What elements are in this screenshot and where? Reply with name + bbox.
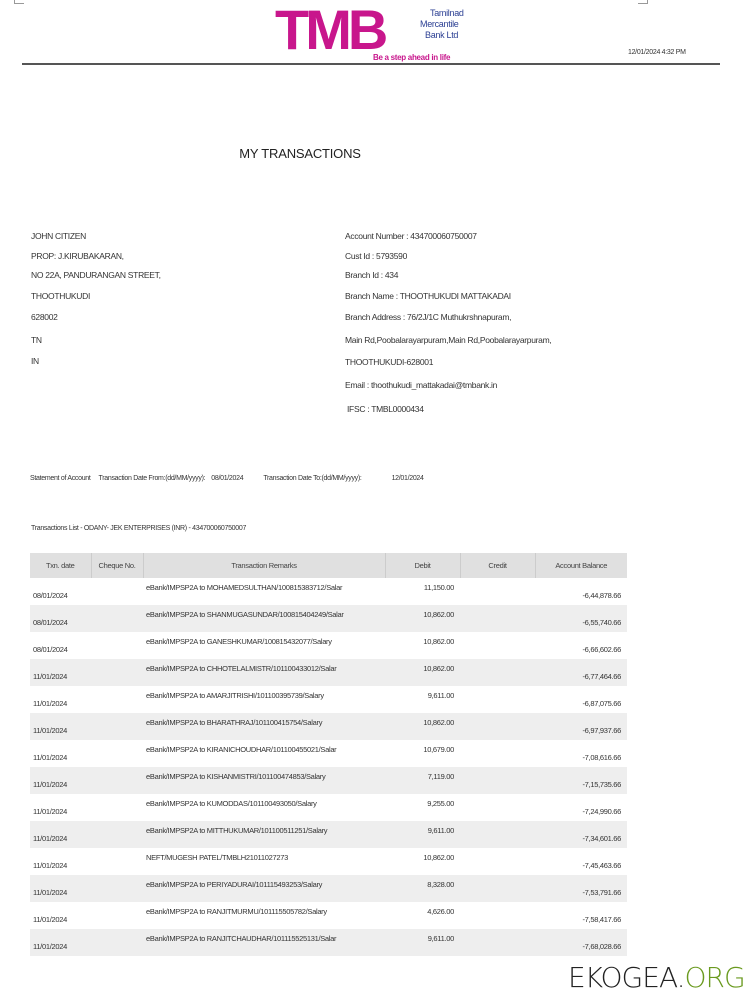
cell-cheque-no — [91, 713, 143, 740]
cell-cheque-no — [91, 875, 143, 902]
table-row — [30, 902, 627, 929]
cell-txn-date: 11/01/2024 — [33, 806, 67, 816]
ifsc-code: IFSC : TMBL0000434 — [347, 404, 424, 414]
cell-balance: -7,24,990.66 — [582, 806, 621, 816]
cell-credit — [460, 605, 535, 632]
cell-balance: -6,66,602.66 — [582, 644, 621, 654]
branch-address-line: Main Rd,Poobalarayarpuram,Main Rd,Poobalarayarpuram, — [345, 335, 552, 345]
cell-cheque-no — [91, 848, 143, 875]
cell-remarks: eBank/IMPSP2A to BHARATHRAJ/101100415754/Salary — [143, 713, 385, 740]
cell-balance: -7,53,791.66 — [535, 875, 627, 902]
date-from: 08/01/2024 — [211, 475, 244, 482]
cell-debit: 10,862.00 — [423, 853, 454, 862]
cell-credit — [460, 713, 535, 740]
cell-credit — [460, 659, 535, 686]
watermark-text: EKOGEA. — [568, 961, 685, 994]
watermark — [568, 962, 745, 994]
cell-remarks: eBank/IMPSP2A to RANJITCHAUDHAR/101115525131/Salar — [143, 929, 385, 956]
cell-cheque-no — [91, 821, 143, 848]
column-header-credit: Credit — [460, 553, 535, 578]
table-row — [30, 713, 627, 740]
cell-credit — [460, 794, 535, 821]
cell-credit — [460, 929, 535, 956]
cell-cheque-no — [91, 794, 143, 821]
cell-balance: -7,58,417.66 — [582, 914, 621, 924]
header-divider — [22, 63, 720, 65]
bank-logo — [275, 2, 475, 62]
table-row — [30, 632, 627, 659]
cell-remarks: eBank/IMPSP2A to AMARJITRISHI/101100395739/Salary — [146, 691, 324, 700]
column-header-cheque-no: Cheque No. — [91, 553, 143, 578]
customer-line: JOHN CITIZEN — [31, 231, 86, 241]
cell-debit: 9,611.00 — [427, 691, 454, 700]
table-row — [30, 740, 627, 767]
date-from-label: Transaction Date From:(dd/MM/yyyy): — [98, 475, 206, 482]
cell-credit — [460, 902, 535, 929]
cell-debit: 10,679.00 — [423, 745, 454, 754]
branch-address: Branch Address : 76/2J/1C Muthukrshnapuram, — [345, 312, 512, 322]
page-corner-mark — [14, 0, 24, 4]
cell-balance: -6,77,464.66 — [535, 659, 627, 686]
table-row — [30, 875, 627, 902]
cell-credit — [460, 686, 535, 713]
cell-txn-date: 11/01/2024 — [30, 821, 91, 848]
cell-txn-date: 11/01/2024 — [33, 752, 67, 762]
column-header-debit: Debit — [385, 553, 460, 578]
cell-balance: -7,45,463.66 — [582, 860, 621, 870]
cell-balance: -6,44,878.66 — [582, 590, 621, 600]
cell-balance: -7,68,028.66 — [535, 929, 627, 956]
watermark-text-accent: ORG — [684, 961, 745, 994]
table-row — [30, 605, 627, 632]
cell-remarks: eBank/IMPSP2A to MITTHUKUMAR/101100511251/Salary — [143, 821, 385, 848]
cell-txn-date: 11/01/2024 — [30, 767, 91, 794]
cell-cheque-no — [91, 659, 143, 686]
column-header-remarks: Transaction Remarks — [143, 553, 385, 578]
cell-credit — [460, 578, 535, 605]
cell-txn-date: 08/01/2024 — [33, 590, 68, 600]
page-corner-mark — [638, 0, 648, 4]
cell-remarks: eBank/IMPSP2A to SHANMUGASUNDAR/100815404249/Salar — [143, 605, 385, 632]
cell-debit: 8,328.00 — [385, 875, 460, 902]
cell-debit: 10,862.00 — [385, 605, 460, 632]
cell-credit — [460, 632, 535, 659]
cell-credit — [460, 875, 535, 902]
customer-line: TN — [31, 335, 42, 345]
cell-txn-date: 08/01/2024 — [30, 605, 91, 632]
table-row — [30, 767, 627, 794]
table-row — [30, 929, 627, 956]
cell-balance: -6,97,937.66 — [535, 713, 627, 740]
branch-address-line: THOOTHUKUDI-628001 — [345, 357, 434, 367]
transactions-list-title: Transactions List - ODANY- JEK ENTERPRISES (INR) - 434700060750007 — [31, 525, 247, 532]
cell-cheque-no — [91, 686, 143, 713]
cell-credit — [460, 848, 535, 875]
table-row — [30, 821, 627, 848]
cell-txn-date: 11/01/2024 — [33, 698, 67, 708]
cell-txn-date: 11/01/2024 — [30, 713, 91, 740]
table-row — [30, 794, 627, 821]
cell-debit: 10,862.00 — [385, 713, 460, 740]
cell-txn-date: 11/01/2024 — [33, 914, 67, 924]
cell-txn-date: 11/01/2024 — [30, 875, 91, 902]
cell-cheque-no — [91, 767, 143, 794]
cell-debit: 7,119.00 — [385, 767, 460, 794]
cell-txn-date: 11/01/2024 — [30, 659, 91, 686]
cell-remarks: eBank/IMPSP2A to GANESHKUMAR/100815432077/Salary — [146, 637, 332, 646]
cell-debit: 9,611.00 — [385, 821, 460, 848]
account-number: Account Number : 434700060750007 — [345, 231, 477, 241]
branch-email: Email : thoothukudi_mattakadai@tmbank.in — [345, 380, 498, 390]
cell-credit — [460, 767, 535, 794]
cell-cheque-no — [91, 740, 143, 767]
cell-remarks: eBank/IMPSP2A to MOHAMEDSULTHAN/100815383712/Salar — [146, 583, 343, 592]
cell-balance: -6,87,075.66 — [582, 698, 621, 708]
table-row — [30, 578, 627, 605]
cell-debit: 9,255.00 — [427, 799, 454, 808]
cell-balance: -6,55,740.66 — [535, 605, 627, 632]
logo-tagline: Be a step ahead in life — [373, 53, 451, 62]
cell-remarks: eBank/IMPSP2A to KUMODDAS/101100493050/Salary — [146, 799, 317, 808]
column-header-balance: Account Balance — [535, 553, 627, 578]
customer-line: THOOTHUKUDI — [31, 291, 91, 301]
cell-cheque-no — [91, 929, 143, 956]
logo-name-line: Mercantile — [420, 19, 459, 29]
page-title: MY TRANSACTIONS — [239, 146, 361, 161]
cell-cheque-no — [91, 902, 143, 929]
cell-credit — [460, 740, 535, 767]
cell-remarks: eBank/IMPSP2A to KIRANICHOUDHAR/101100455021/Salar — [146, 745, 337, 754]
cell-txn-date: 11/01/2024 — [30, 929, 91, 956]
cell-balance: -7,15,735.66 — [535, 767, 627, 794]
column-header-txn-date: Txn. date — [30, 553, 91, 578]
cell-debit: 10,862.00 — [423, 637, 454, 646]
customer-line: 628002 — [31, 312, 58, 322]
cell-cheque-no — [91, 605, 143, 632]
cell-cheque-no — [91, 578, 143, 605]
cell-remarks: eBank/IMPSP2A to PERIYADURAI/101115493253/Salary — [143, 875, 385, 902]
cust-id: Cust Id : 5793590 — [345, 251, 408, 261]
cell-remarks: eBank/IMPSP2A to RANJITMURMU/101115505782/Salary — [146, 907, 327, 916]
cell-debit: 4,626.00 — [427, 907, 454, 916]
table-row — [30, 848, 627, 875]
cell-remarks: NEFT/MUGESH PATEL/TMBLH21011027273 — [146, 853, 288, 862]
cell-debit: 9,611.00 — [385, 929, 460, 956]
cell-remarks: eBank/IMPSP2A to KISHANMISTRI/101100474853/Salary — [143, 767, 385, 794]
logo-letters: TMB — [275, 0, 385, 61]
date-to: 12/01/2024 — [391, 475, 424, 482]
cell-txn-date: 08/01/2024 — [33, 644, 68, 654]
print-timestamp: 12/01/2024 4:32 PM — [628, 49, 686, 56]
customer-line: IN — [31, 356, 39, 366]
branch-id: Branch Id : 434 — [345, 270, 399, 280]
customer-line: PROP: J.KIRUBAKARAN, — [31, 251, 124, 261]
logo-name-line: Tamilnad — [430, 8, 464, 18]
cell-balance: -7,34,601.66 — [535, 821, 627, 848]
cell-credit — [460, 821, 535, 848]
customer-line: NO 22A, PANDURANGAN STREET, — [31, 270, 161, 280]
cell-debit: 10,862.00 — [385, 659, 460, 686]
statement-label: Statement of Account — [30, 475, 91, 482]
statement-period — [30, 475, 424, 482]
branch-name: Branch Name : THOOTHUKUDI MATTAKADAI — [345, 291, 511, 301]
cell-balance: -7,08,616.66 — [582, 752, 621, 762]
cell-txn-date: 11/01/2024 — [33, 860, 67, 870]
table-row — [30, 659, 627, 686]
cell-cheque-no — [91, 632, 143, 659]
table-row — [30, 686, 627, 713]
logo-name-line: Bank Ltd — [425, 30, 459, 40]
cell-remarks: eBank/IMPSP2A to CHHOTELALMISTR/101100433012/Salar — [143, 659, 385, 686]
cell-debit: 11,150.00 — [423, 583, 454, 592]
transactions-table — [30, 553, 627, 956]
date-to-label: Transaction Date To:(dd/MM/yyyy): — [263, 475, 362, 482]
